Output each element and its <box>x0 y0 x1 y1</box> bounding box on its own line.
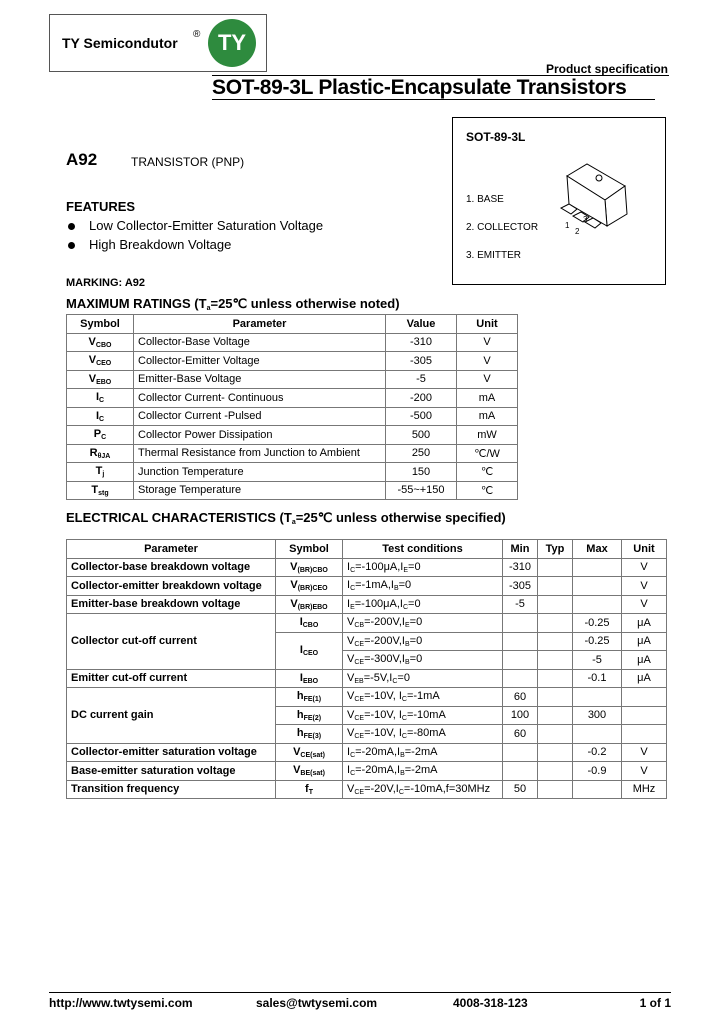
table-row <box>67 352 518 371</box>
parameter-cell: Collector cut-off current <box>67 614 276 670</box>
min-cell: 100 <box>503 706 538 725</box>
unit-cell: ℃ <box>457 481 518 500</box>
min-cell: 50 <box>503 780 538 799</box>
feature-item <box>68 237 231 252</box>
unit-cell: mA <box>457 407 518 426</box>
table-row <box>67 463 518 482</box>
condition-cell: $V_{CE}=-10V$, $I_C=-1mA$ <box>343 688 503 707</box>
col-header: Symbol <box>67 315 134 334</box>
footer-email[interactable]: sales@twtysemi.com <box>256 996 378 1010</box>
condition-cell: $I_C=-1mA,I_B=0$ <box>343 577 503 596</box>
max-ratings-heading: MAXIMUM RATINGS ($T_a=25℃$ unless otherwise noted) <box>66 296 400 312</box>
typ-cell <box>538 577 573 596</box>
typ-cell <box>538 743 573 762</box>
parameter-cell: Collector Power Dissipation <box>134 426 386 445</box>
company-logo-box <box>49 14 267 72</box>
parameter-cell: Collector Current- Continuous <box>134 389 386 408</box>
min-cell <box>503 762 538 781</box>
pin-1-label: 1. BASE <box>466 194 504 205</box>
symbol-cell: $R_{\theta JA}$ <box>67 444 134 463</box>
unit-cell: μA <box>622 632 667 651</box>
unit-cell: V <box>457 352 518 371</box>
col-header: Symbol <box>276 540 343 559</box>
footer-page: 1 of 1 <box>639 996 671 1010</box>
table-row <box>67 743 667 762</box>
feature-text: High Breakdown Voltage <box>89 237 232 252</box>
parameter-cell: Collector-emitter breakdown voltage <box>67 577 276 596</box>
typ-cell <box>538 651 573 670</box>
table-row <box>67 577 667 596</box>
footer-rule <box>49 992 671 993</box>
parameter-cell: Collector Current -Pulsed <box>134 407 386 426</box>
min-cell: 60 <box>503 688 538 707</box>
max-cell <box>573 595 622 614</box>
electrical-table <box>66 539 667 799</box>
min-cell <box>503 651 538 670</box>
min-cell: -5 <box>503 595 538 614</box>
max-cell: -0.9 <box>573 762 622 781</box>
typ-cell <box>538 706 573 725</box>
page-title: SOT-89-3L Plastic-Encapsulate Transistors <box>212 76 627 99</box>
symbol-cell: $T_{stg}$ <box>67 481 134 500</box>
parameter-cell: Storage Temperature <box>134 481 386 500</box>
col-header: Parameter <box>67 540 276 559</box>
condition-cell: $V_{CE}=-10V$, $I_C=-80mA$ <box>343 725 503 744</box>
pin-number-3: 3 <box>583 215 588 224</box>
unit-cell: V <box>622 577 667 596</box>
value-cell: -5 <box>386 370 457 389</box>
unit-cell: MHz <box>622 780 667 799</box>
unit-cell: V <box>622 558 667 577</box>
unit-cell: mW <box>457 426 518 445</box>
table-row <box>67 614 667 633</box>
max-cell <box>573 688 622 707</box>
table-row <box>67 389 518 408</box>
bullet-icon <box>68 223 75 230</box>
unit-cell: ℃ <box>457 463 518 482</box>
table-row <box>67 688 667 707</box>
typ-cell <box>538 614 573 633</box>
feature-item <box>68 218 323 233</box>
unit-cell: V <box>457 333 518 352</box>
symbol-cell: $h_{FE(2)}$ <box>276 706 343 725</box>
unit-cell: mA <box>457 389 518 408</box>
unit-cell <box>622 725 667 744</box>
features-heading: FEATURES <box>66 199 136 214</box>
marking-text: MARKING: A92 <box>66 277 146 289</box>
symbol-cell: $V_{EBO}$ <box>67 370 134 389</box>
table-row <box>67 595 667 614</box>
max-cell: -0.25 <box>573 632 622 651</box>
pin-3-label: 3. EMITTER <box>466 250 522 261</box>
part-number: A92 <box>66 150 98 169</box>
condition-cell: $V_{CE}=-300V,I_B=0$ <box>343 651 503 670</box>
typ-cell <box>538 632 573 651</box>
package-drawing-icon <box>547 156 642 236</box>
pin-number-1: 1 <box>565 221 570 230</box>
company-name: TY Semicondutor <box>62 35 178 51</box>
unit-cell: μA <box>622 669 667 688</box>
unit-cell: μA <box>622 651 667 670</box>
footer-phone: 4008-318-123 <box>453 996 528 1010</box>
table-row <box>67 333 518 352</box>
table-row <box>67 762 667 781</box>
symbol-cell: $h_{FE(1)}$ <box>276 688 343 707</box>
condition-cell: $I_C=-20mA,I_B=-2mA$ <box>343 743 503 762</box>
symbol-cell: $f_T$ <box>276 780 343 799</box>
symbol-cell: $V_{CBO}$ <box>67 333 134 352</box>
min-cell <box>503 743 538 762</box>
symbol-cell: $T_j$ <box>67 463 134 482</box>
value-cell: 500 <box>386 426 457 445</box>
unit-cell: V <box>622 743 667 762</box>
feature-text: Low Collector-Emitter Saturation Voltage <box>89 218 324 233</box>
typ-cell <box>538 669 573 688</box>
typ-cell <box>538 725 573 744</box>
condition-cell: $I_C=-20mA,I_B=-2mA$ <box>343 762 503 781</box>
table-row <box>67 407 518 426</box>
symbol-cell: $I_{CEO}$ <box>276 632 343 669</box>
min-cell: -310 <box>503 558 538 577</box>
parameter-cell: DC current gain <box>67 688 276 744</box>
max-ratings-table <box>66 314 518 500</box>
max-cell: 300 <box>573 706 622 725</box>
max-cell: -0.2 <box>573 743 622 762</box>
table-row <box>67 669 667 688</box>
pin-number-2: 2 <box>575 227 580 236</box>
max-cell <box>573 780 622 799</box>
condition-cell: $V_{CB}=-200V,I_E=0$ <box>343 614 503 633</box>
package-name: SOT-89-3L <box>466 130 526 144</box>
electrical-heading: ELECTRICAL CHARACTERISTICS ($T_a=25℃$ unless otherwise specified) <box>66 510 506 526</box>
table-row <box>67 481 518 500</box>
min-cell <box>503 614 538 633</box>
parameter-cell: Collector-emitter saturation voltage <box>67 743 276 762</box>
parameter-cell: Collector-Emitter Voltage <box>134 352 386 371</box>
symbol-cell: $V_{(BR)CEO}$ <box>276 577 343 596</box>
col-header: Unit <box>622 540 667 559</box>
max-cell: -0.25 <box>573 614 622 633</box>
col-header: Min <box>503 540 538 559</box>
typ-cell <box>538 762 573 781</box>
condition-cell: $V_{CE}=-10V$, $I_C=-10mA$ <box>343 706 503 725</box>
symbol-cell: $P_C$ <box>67 426 134 445</box>
symbol-cell: $V_{CEO}$ <box>67 352 134 371</box>
value-cell: -55~+150 <box>386 481 457 500</box>
table-row <box>67 370 518 389</box>
table-row <box>67 558 667 577</box>
condition-cell: $V_{CE}=-20V,I_C=-10mA,f=30MHz$ <box>343 780 503 799</box>
registered-mark: ® <box>193 29 201 40</box>
package-box <box>452 117 666 285</box>
condition-cell: $I_C=-100\mu A,I_E=0$ <box>343 558 503 577</box>
unit-cell: V <box>622 595 667 614</box>
unit-cell: V <box>457 370 518 389</box>
footer-url[interactable]: http://www.twtysemi.com <box>49 996 193 1010</box>
parameter-cell: Transition frequency <box>67 780 276 799</box>
condition-cell: $V_{CE}=-200V,I_B=0$ <box>343 632 503 651</box>
col-header: Max <box>573 540 622 559</box>
symbol-cell: $V_{BE(sat)}$ <box>276 762 343 781</box>
spec-label: Product specification <box>545 62 668 76</box>
symbol-cell: $V_{(BR)EBO}$ <box>276 595 343 614</box>
unit-cell: ℃/W <box>457 444 518 463</box>
parameter-cell: Emitter cut-off current <box>67 669 276 688</box>
max-cell <box>573 558 622 577</box>
parameter-cell: Emitter-base breakdown voltage <box>67 595 276 614</box>
symbol-cell: $I_C$ <box>67 407 134 426</box>
parameter-cell: Junction Temperature <box>134 463 386 482</box>
table-row <box>67 444 518 463</box>
parameter-cell: Base-emitter saturation voltage <box>67 762 276 781</box>
unit-cell: μA <box>622 614 667 633</box>
min-cell: 60 <box>503 725 538 744</box>
min-cell <box>503 632 538 651</box>
symbol-cell: $V_{CE(sat)}$ <box>276 743 343 762</box>
unit-cell: V <box>622 762 667 781</box>
symbol-cell: $I_{EBO}$ <box>276 669 343 688</box>
condition-cell: $I_E=-100\mu A,I_C=0$ <box>343 595 503 614</box>
max-cell: -5 <box>573 651 622 670</box>
parameter-cell: Collector-Base Voltage <box>134 333 386 352</box>
min-cell: -305 <box>503 577 538 596</box>
pin-2-label: 2. COLLECTOR <box>466 222 539 233</box>
parameter-cell: Thermal Resistance from Junction to Ambient <box>134 444 386 463</box>
max-cell <box>573 725 622 744</box>
parameter-cell: Emitter-Base Voltage <box>134 370 386 389</box>
value-cell: -200 <box>386 389 457 408</box>
value-cell: 250 <box>386 444 457 463</box>
max-cell: -0.1 <box>573 669 622 688</box>
title-bottom-rule <box>212 99 655 100</box>
table-row <box>67 780 667 799</box>
typ-cell <box>538 595 573 614</box>
unit-cell <box>622 688 667 707</box>
min-cell <box>503 669 538 688</box>
table-row <box>67 426 518 445</box>
col-header: Test conditions <box>343 540 503 559</box>
typ-cell <box>538 558 573 577</box>
condition-cell: $V_{EB}=-5V,I_C=0$ <box>343 669 503 688</box>
typ-cell <box>538 780 573 799</box>
max-cell <box>573 577 622 596</box>
unit-cell <box>622 706 667 725</box>
symbol-cell: $I_{CBO}$ <box>276 614 343 633</box>
value-cell: -305 <box>386 352 457 371</box>
symbol-cell: $h_{FE(3)}$ <box>276 725 343 744</box>
ty-logo-icon: TY <box>208 19 256 67</box>
symbol-cell: $I_C$ <box>67 389 134 408</box>
value-cell: -310 <box>386 333 457 352</box>
symbol-cell: $V_{(BR)CBO}$ <box>276 558 343 577</box>
col-header: Unit <box>457 315 518 334</box>
col-header: Typ <box>538 540 573 559</box>
col-header: Parameter <box>134 315 386 334</box>
bullet-icon <box>68 242 75 249</box>
part-type: TRANSISTOR (PNP) <box>131 155 245 169</box>
value-cell: 150 <box>386 463 457 482</box>
parameter-cell: Collector-base breakdown voltage <box>67 558 276 577</box>
col-header: Value <box>386 315 457 334</box>
typ-cell <box>538 688 573 707</box>
value-cell: -500 <box>386 407 457 426</box>
